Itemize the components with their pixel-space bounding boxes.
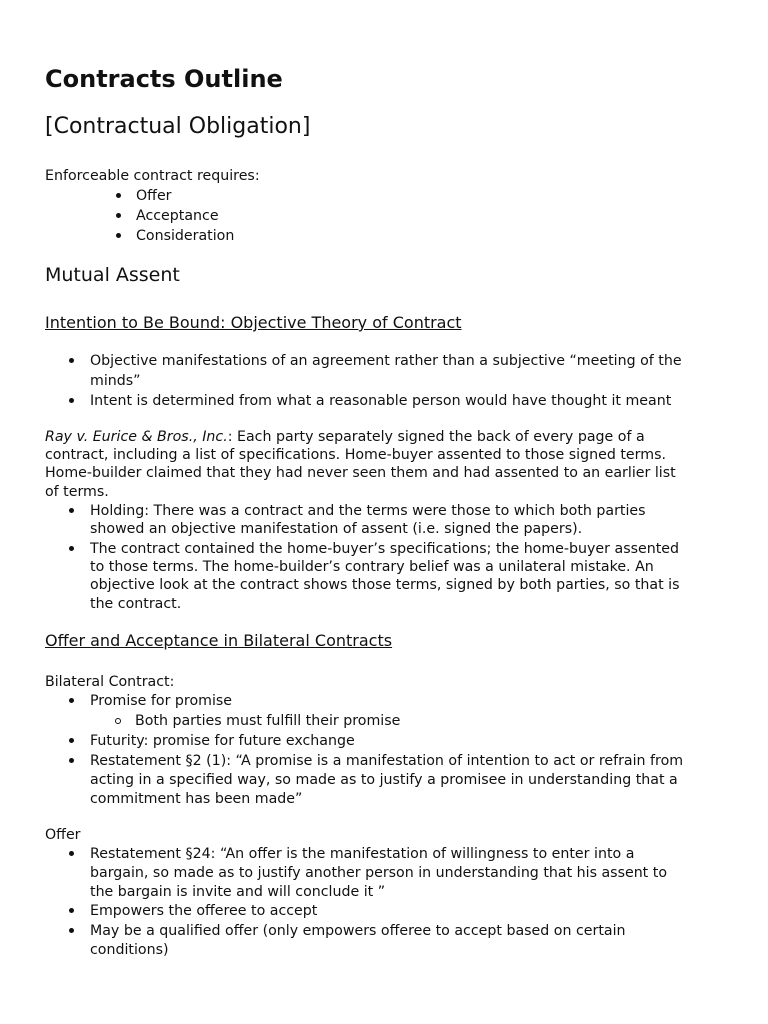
list-item: bargain, so made as to justify another person in understanding that his assent to (90, 865, 667, 881)
case-line: of terms. (45, 484, 109, 500)
list-item: conditions) (90, 942, 169, 958)
bullet-icon (69, 738, 74, 743)
bullet-icon (69, 758, 74, 763)
list-item: the contract. (90, 596, 182, 612)
list-item: Objective manifestations of an agreement rather than a subjective “meeting of the (90, 353, 682, 369)
list-item: the bargain is invite and will conclude it ” (90, 884, 386, 900)
list-item: Holding: There was a contract and the terms were those to which both parties (90, 503, 646, 519)
offer-label: Offer (45, 827, 81, 843)
bullet-icon (69, 851, 74, 856)
case-line: contract, including a list of specifications. Home-buyer assented to those signed terms. (45, 447, 666, 463)
bullet-icon (69, 698, 74, 703)
bullet-icon (69, 398, 74, 403)
list-item: objective look at the contract shows those terms, signed by both parties, so that is (90, 577, 680, 593)
list-item: Consideration (136, 228, 235, 244)
intro-label: Enforceable contract requires: (45, 168, 260, 184)
subsection-heading: Offer and Acceptance in Bilateral Contracts (45, 631, 393, 650)
bullet-icon (69, 508, 74, 513)
list-item: Offer (136, 188, 172, 204)
list-item: Acceptance (136, 208, 219, 224)
bullet-icon (69, 908, 74, 913)
bullet-icon (116, 233, 121, 238)
case-name: Ray v. Eurice & Bros., Inc. (45, 429, 228, 445)
bilateral-label: Bilateral Contract: (45, 674, 175, 690)
list-item: to those terms. The home-builder’s contrary belief was a unilateral mistake. An (90, 559, 654, 575)
list-item: Both parties must fulfill their promise (135, 713, 401, 729)
list-item: Restatement §2 (1): “A promise is a manifestation of intention to act or refrain from (90, 753, 684, 769)
bullet-icon (116, 193, 121, 198)
case-text: : Each party separately signed the back of every page of a (227, 429, 645, 445)
list-item: minds” (90, 373, 141, 389)
page-subtitle: [Contractual Obligation] (45, 114, 311, 139)
case-line (45, 428, 645, 446)
bullet-icon (69, 928, 74, 933)
list-item: commitment has been made” (90, 791, 303, 807)
list-item: Restatement §24: “An offer is the manifestation of willingness to enter into a (90, 846, 635, 862)
subsection-heading: Intention to Be Bound: Objective Theory of Contract (45, 313, 462, 332)
list-item: Empowers the offeree to accept (90, 903, 318, 919)
list-item: Intent is determined from what a reasonable person would have thought it meant (90, 393, 672, 409)
list-item: acting in a specified way, so made as to justify a promisee in understanding that a (90, 772, 678, 788)
circle-bullet-icon (115, 718, 121, 724)
page-title: Contracts Outline (45, 65, 283, 93)
list-item: The contract contained the home-buyer’s specifications; the home-buyer assented (90, 541, 679, 557)
case-line: Home-builder claimed that they had never seen them and had assented to an earlier list (45, 465, 676, 481)
section-heading: Mutual Assent (45, 264, 180, 286)
bullet-icon (116, 213, 121, 218)
list-item: Promise for promise (90, 693, 233, 709)
list-item: Futurity: promise for future exchange (90, 733, 355, 749)
list-item: showed an objective manifestation of assent (i.e. signed the papers). (90, 521, 583, 537)
list-item: May be a qualified offer (only empowers offeree to accept based on certain (90, 923, 626, 939)
bullet-icon (69, 358, 74, 363)
bullet-icon (69, 546, 74, 551)
